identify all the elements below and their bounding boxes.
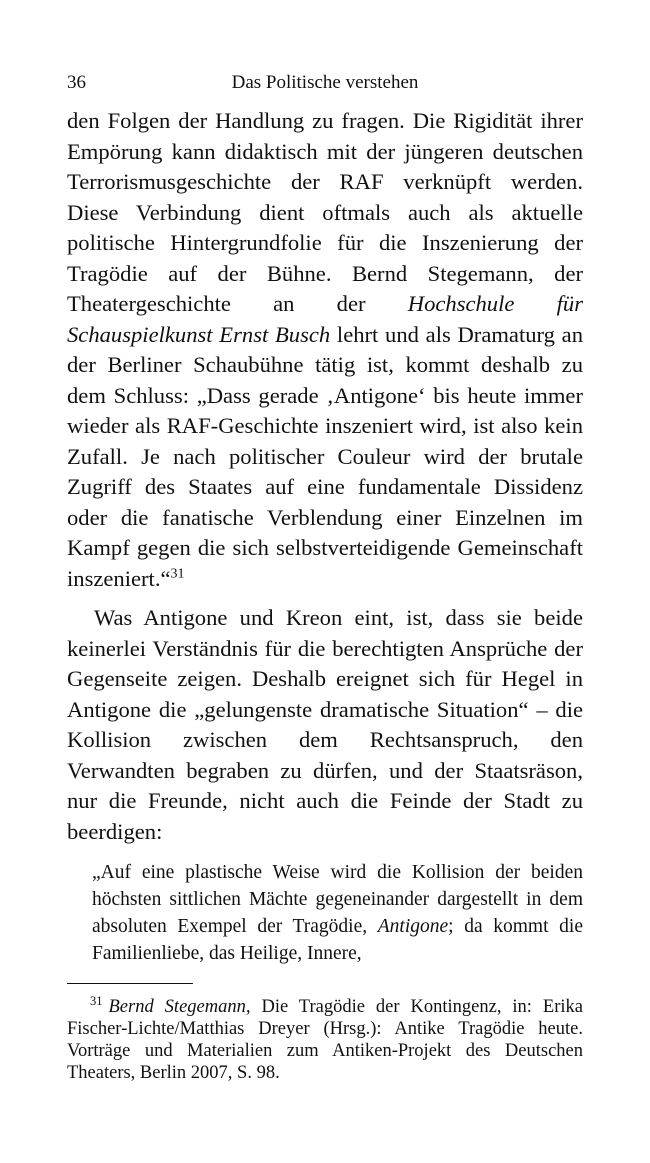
book-page — [67, 72, 583, 967]
footnote-text: Die Tragödie der Kontingenz, in: Erika Fischer-Lichte/Matthias Dreyer (Hrsg.): Antike Tragödie heute. Vorträge und Materialien zum Antiken-Projekt des Deutschen Theaters, Berlin 2007, S. 98. — [67, 997, 583, 1083]
footnote-number: 31 — [90, 993, 103, 1008]
footnote — [67, 993, 583, 1084]
footnote-ref[interactable]: 31 — [170, 565, 185, 581]
running-title: Das Politische verstehen — [231, 72, 419, 93]
page-number: 36 — [67, 72, 86, 93]
quote-title: Antigone — [377, 916, 449, 937]
body-text — [67, 106, 583, 847]
paragraph-2: Was Antigone und Kreon eint, ist, dass sie beide keinerlei Verständnis für die berechtigten Ansprüche der Gegenseite zeigen. Deshalb ereignet sich für Hegel in Antigone die „gelungenste dramatische Situation“ – die Kollision zwischen dem Rechtsanspruch, den Verwandten begraben zu dürfen, und der Staatsräson, nur die Freunde, nicht auch die Feinde der Stadt zu beerdigen: — [67, 605, 583, 844]
institution-name: Hochschule für Schauspielkunst Ernst Busch — [67, 291, 583, 347]
footnote-separator — [67, 983, 193, 984]
page-header — [67, 72, 583, 106]
footnote-author: Bernd Stegemann, — [108, 997, 251, 1017]
block-quote: „Auf eine plastische Weise wird die Kollision der beiden höchsten sittlichen Mächte gegeneinander dargestellt in dem absoluten Exempel der Tragödie, Antigone; da kommt die Familienliebe, das Heilige, Innere, — [92, 862, 583, 964]
paragraph-1: den Folgen der Handlung zu fragen. Die Rigidität ihrer Empörung kann didaktisch mit der jüngeren deutschen Terrorismusgeschichte der RAF verknüpft werden. Diese Verbindung dient oftmals auch als aktuelle politische Hintergrundfolie für die Inszenierung der Tragödie auf der Bühne. Bernd Stegemann, der Theatergeschichte an der Hochschule für Schauspielkunst Ernst Busch lehrt und als Dramaturg an der Berliner Schaubühne tätig ist, kommt deshalb zu dem Schluss: „Dass gerade ‚Antigone‘ bis heute immer wieder als RAF-Geschichte inszeniert wird, ist also kein Zufall. Je nach politischer Couleur wird der brutale Zugriff des Staates auf eine fundamentale Dissidenz oder die fanatische Verblendung einer Einzelnen im Kampf gegen die sich selbstverteidigende Gemeinschaft inszeniert.“$^{31}$ — [67, 108, 583, 591]
